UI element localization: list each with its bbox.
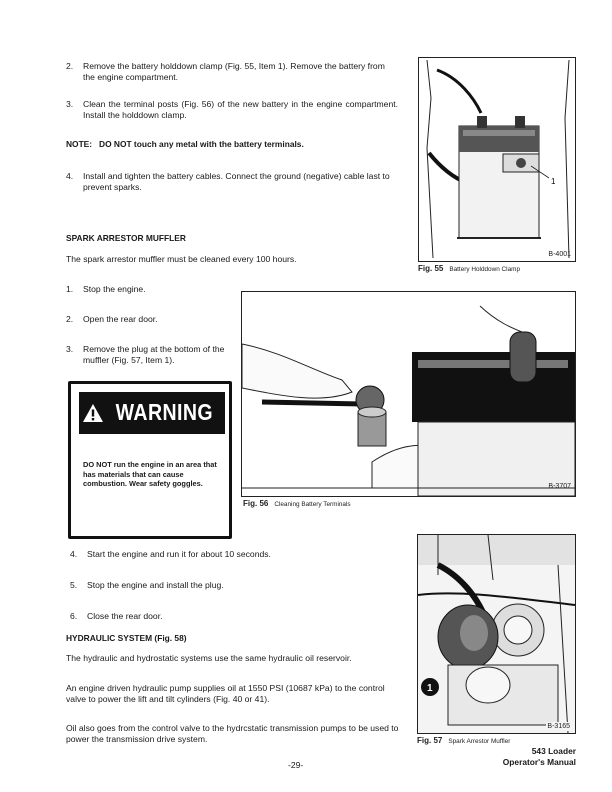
muffler-drawing: [418, 535, 575, 733]
hydraulic-paragraph-2: An engine driven hydraulic pump supplies oil at 1550 PSI (10687 kPa) to the control valve to power the lift and tilt cylinders (Fig. 40 or 41).: [66, 683, 385, 705]
step-text: Stop the engine and install the plug.: [87, 580, 224, 590]
hydraulic-heading: HYDRAULIC SYSTEM (Fig. 58): [66, 633, 187, 643]
fig57-label: Fig. 57: [417, 736, 443, 745]
fig55-item-label: 1: [551, 177, 556, 186]
step-number: 6.: [70, 611, 78, 621]
fig56-label: Fig. 56: [243, 499, 269, 508]
step-number: 2.: [66, 314, 74, 324]
fig56-id: B-3707: [548, 483, 571, 490]
fig57-caption-text: Spark Arrestor Muffler: [448, 738, 511, 745]
fig55-caption-text: Battery Holddown Clamp: [449, 266, 521, 273]
step-number: 3.: [66, 99, 74, 109]
step-text: Install and tighten the battery cables. Connect the ground (negative) cable last to prevent sparks.: [83, 171, 390, 193]
hydraulic-paragraph-3: Oil also goes from the control valve to the hydrcstatic transmission pumps to be used to power the transmission drive system.: [66, 723, 399, 745]
step-text: Clean the terminal posts (Fig. 56) of the new battery in the engine compartment. Install the holddown clamp.: [83, 99, 398, 121]
step-number: 3.: [66, 344, 74, 354]
step-text: Stop the engine.: [83, 284, 146, 294]
note-text: NOTE: DO NOT touch any metal with the battery terminals.: [66, 139, 304, 149]
fig56-caption-text: Cleaning Battery Terminals: [274, 501, 351, 508]
manual-title-line2: Operator's Manual: [502, 757, 576, 768]
battery-clamp-drawing: [419, 58, 575, 261]
fig57-item-badge: 1: [427, 683, 433, 694]
fig55-id: B-4001: [548, 250, 571, 258]
fig57-id: B-3165: [547, 722, 570, 730]
page-number: -29-: [288, 760, 304, 770]
step-text: Remove the plug at the bottom of the muffler (Fig. 57, Item 1).: [83, 344, 225, 366]
warning-banner: [79, 392, 225, 434]
hydraulic-paragraph-1: The hydraulic and hydrostatic systems use the same hydraulic oil reservoir.: [66, 653, 352, 663]
step-number: 2.: [66, 61, 74, 71]
step-text: Open the rear door.: [83, 314, 158, 324]
fig55-label: Fig. 55: [418, 264, 444, 273]
fig57-caption: [417, 736, 510, 746]
step-number: 4.: [66, 171, 74, 181]
warning-triangle-icon: [82, 403, 104, 423]
fig56-illustration: [241, 291, 576, 497]
spark-intro: The spark arrestor muffler must be cleaned every 100 hours.: [66, 254, 297, 264]
fig56-caption: [243, 499, 351, 509]
warning-box: [68, 381, 232, 539]
terminal-cleaning-drawing: [242, 292, 575, 496]
step-text: Close the rear door.: [87, 611, 163, 621]
warning-title: WARNING: [115, 399, 214, 426]
step-text: Remove the battery holddown clamp (Fig. 55, Item 1). Remove the battery from the engine compartment.: [83, 61, 385, 83]
warning-text: DO NOT run the engine in an area that has materials that can cause combustion. Wear safety goggles.: [83, 460, 217, 489]
manual-title-line1: 543 Loader: [531, 746, 576, 756]
step-number: 5.: [70, 580, 78, 590]
step-number: 1.: [66, 284, 74, 294]
spark-heading: SPARK ARRESTOR MUFFLER: [66, 233, 186, 243]
manual-title: [503, 746, 576, 769]
fig57-illustration: [417, 534, 576, 734]
step-text: Start the engine and run it for about 10 seconds.: [87, 549, 271, 559]
fig55-illustration: [418, 57, 576, 262]
step-number: 4.: [70, 549, 78, 559]
fig55-caption: [418, 264, 520, 274]
